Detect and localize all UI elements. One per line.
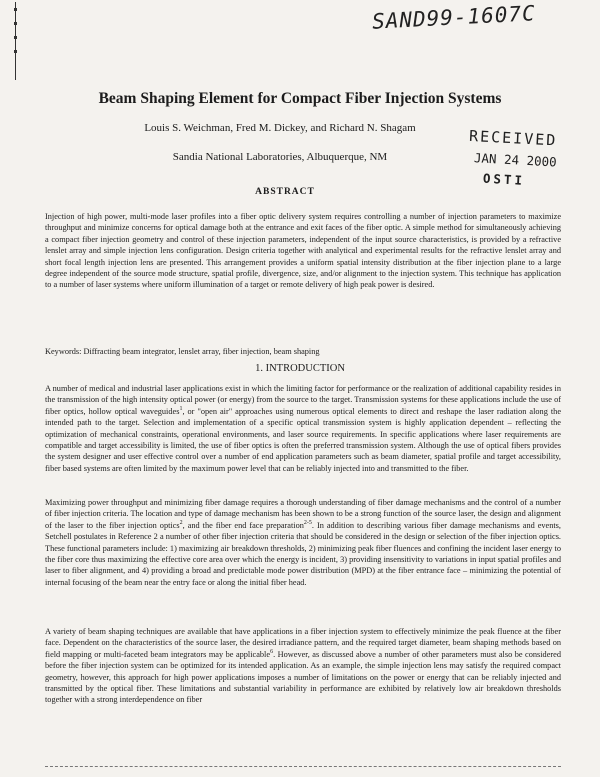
keywords [45,346,561,357]
text-run: , or "open air" approaches using numerous optical elements to direct and reshape the laser radiation along the intended path to the target. Selection and implementation of a specific optical transmission system is highly application dependent – reflecting the optimization of mechanical constraints, operational environments, and laser source requirements. In specific applications where laser requirements are compatible and target accessibility is limited, the use of fiber optics is often the preferred transmission system. Although the use of optical fibers provides the system designer and user effective control over a number of end application parameters such as beam diameter, spatial profile and target accessibility, fiber based systems are often limited by the maximum power level that can be reliably injected into and transmitted to the fiber. [45,406,561,473]
keywords-label: Keywords: [45,347,82,356]
intro-paragraph-3 [45,626,561,706]
margin-dot [14,8,17,11]
section-heading-introduction: 1. INTRODUCTION [255,363,345,374]
received-stamp [466,125,589,193]
paper-title: Beam Shaping Element for Compact Fiber Injection Systems [98,90,502,107]
text-run: . In addition to describing various fiber damage mechanisms and events, Setchell postulates in Reference 2 a number of other fiber injection criteria that should be considered in the design or selection of the fiber injection optics. These functional parameters include: 1) maximizing air breakdown thresholds, 2) minimizing peak fiber fluences and confining the incident laser energy to the fiber core thus maximizing the effective core area over which the energy is incident, 3) providing insensitivity to variations in input spatial profiles and laser to fiber alignment, and 4) providing a broad and predictable mode power distribution (MPD) at the fiber entrance face – minimizing the potential of internal focusing of the beam near the entry face or along the initial fiber head. [45,520,561,587]
affiliation: Sandia National Laboratories, Albuquerque, NM [172,151,388,163]
report-number-stamp: SAND99-1607C [371,1,537,34]
received-stamp-label: RECEIVED [468,126,558,150]
text-run: , and the fiber end face preparation [182,520,304,530]
keywords-text: Diffracting beam integrator, lenslet array, fiber injection, beam shaping [83,347,320,356]
margin-dot [14,50,17,53]
citation: 2 [179,520,183,527]
margin-marks [10,2,22,82]
text-run: A variety of beam shaping techniques are available that have applications in a fiber injection system to effectively minimize the peak fluence at the fiber face. Dependent on the characteristics of the source laser, the desired irradiance pattern, and the required target diameter, beam shaping methods based on field mapping or multi-faceted beam integrators may be applicable [45,627,561,659]
received-stamp-office: OSTI [482,170,526,188]
received-stamp-date: JAN 24 2000 [473,150,558,170]
abstract-text: Injection of high power, multi-mode laser profiles into a fiber optic delivery system requires controlling a number of injection parameters to maximize throughput and minimize concerns for optical damage both at the entrance and exit faces of the fiber optic. A simple method for simultaneously achieving a compact fiber injection geometry and control of these injection parameters, independent of the input source characteristics, is provided by a refractive lenslet array and simple injection lens configuration. Design criteria together with analytical and experimental results for the refractive lenslet array and short focal length injection lens are presented. This arrangement provides a uniform spatial intensity distribution at the fiber injection plane to a large degree independent of the source mode structure, spatial profile, divergence, size, and/or alignment to the injection system. This technique has application to a number of laser systems where uniform illumination of a target or remote delivery of high peak power is desired. [45,212,561,290]
intro-paragraph-2 [45,497,561,588]
intro-paragraph-1 [45,383,561,474]
author-list: Louis S. Weichman, Fred M. Dickey, and Richard N. Shagam [144,122,416,134]
margin-dot [14,22,17,25]
footer-rule [45,766,561,768]
citation: 6 [270,649,274,656]
margin-line [15,2,16,80]
text-run: . However, as discussed above a number of other parameters must also be considered before the fiber injection system can be optimized for its intended application. As an example, the simple injection lens may satisfy the required compact geometry, however, this approach for high power applications imposes a number of limitations on the power or energy that can be reliably injected and transmitted by the optical fiber. These limitations and substantial variability in performance are exhibited by relatively low air breakdown thresholds together with a strong interdependence on fiber [45,649,561,705]
abstract-heading: ABSTRACT [255,187,315,197]
margin-dot [14,36,17,39]
text-run: Maximizing power throughput and minimizing fiber damage requires a thorough understanding of fiber damage mechanisms and the control of a number of fiber injection criteria. The location and type of damage mechanism has been shown to be a strong function of the source laser, the design and alignment of the laser to the fiber injection optics [45,498,561,530]
text-run: A number of medical and industrial laser applications exist in which the limiting factor for performance or the realization of additional capability resides in the transmission of the high intensity optical power (or energy) from the source to the target. Transmission systems for these applications include the use of fiber optics, hollow optical waveguides [45,384,561,416]
citation: 1 [179,406,183,413]
citation: 2-5 [303,520,312,527]
